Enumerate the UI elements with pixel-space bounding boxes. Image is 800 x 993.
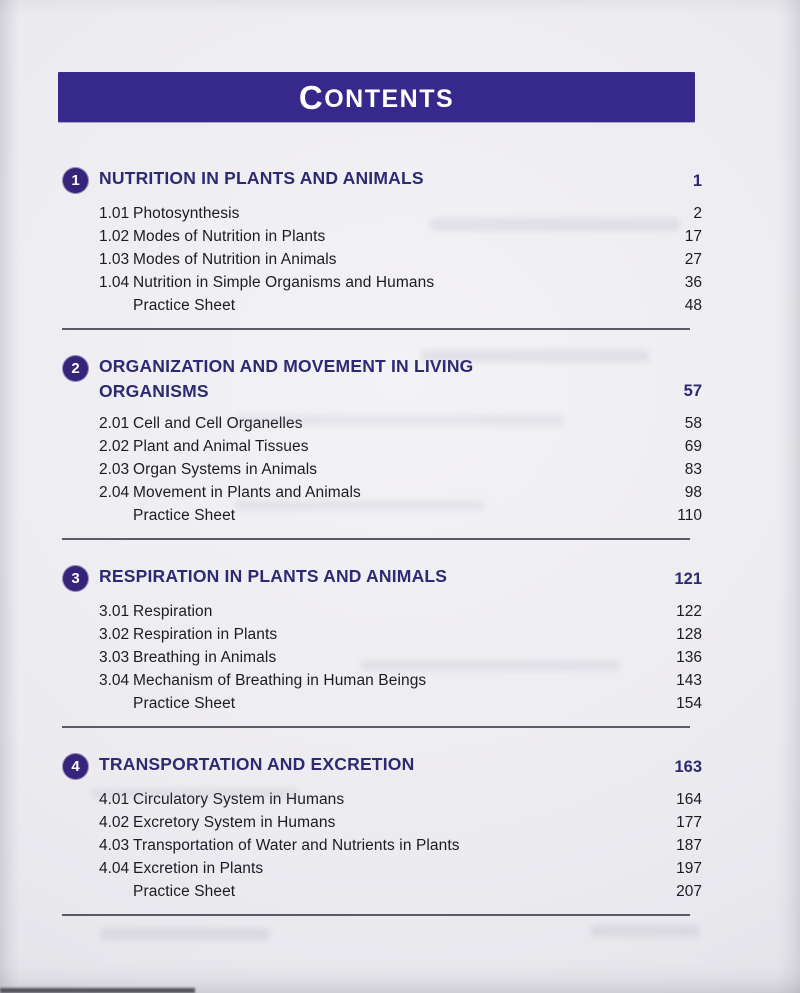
contents-title-rest: ONTENTS bbox=[324, 84, 455, 113]
item-number: 3.02 bbox=[99, 626, 130, 643]
section-title: NUTRITION IN PLANTS AND ANIMALS bbox=[99, 168, 424, 188]
section-title: RESPIRATION IN PLANTS AND ANIMALS bbox=[99, 566, 448, 586]
item-page-number: 58 bbox=[684, 415, 702, 432]
section-page-number: 121 bbox=[674, 570, 702, 588]
section-page-number: 163 bbox=[674, 758, 702, 776]
item-number: 4.03 bbox=[99, 837, 130, 854]
item-page-number: 177 bbox=[676, 814, 702, 831]
section-title: ORGANIZATION AND MOVEMENT IN LIVING ORGANISMS bbox=[99, 356, 474, 401]
item-title: Organ Systems in Animals bbox=[133, 461, 318, 478]
section-number: 2 bbox=[71, 360, 80, 377]
item-number: 1.03 bbox=[99, 251, 130, 268]
item-page-number: 48 bbox=[684, 297, 702, 314]
toc-item bbox=[99, 880, 702, 903]
toc-item bbox=[99, 834, 702, 857]
item-title: Practice Sheet bbox=[133, 507, 236, 524]
item-title: Practice Sheet bbox=[133, 695, 236, 712]
item-page-number: 27 bbox=[684, 251, 702, 268]
toc-item bbox=[99, 669, 702, 692]
item-title: Breathing in Animals bbox=[133, 649, 277, 666]
toc-item bbox=[99, 692, 702, 715]
item-number: 2.04 bbox=[99, 484, 130, 501]
item-page-number: 17 bbox=[684, 228, 702, 245]
item-page-number: 110 bbox=[677, 507, 702, 524]
toc-item bbox=[99, 788, 702, 811]
contents-title-initial: C bbox=[298, 78, 325, 116]
section-item-list bbox=[62, 600, 702, 715]
item-page-number: 36 bbox=[684, 274, 702, 291]
item-page-number: 122 bbox=[676, 603, 702, 620]
section-item-list bbox=[62, 788, 702, 903]
toc-item bbox=[99, 294, 702, 317]
item-number: 2.03 bbox=[99, 461, 130, 478]
item-number: 3.04 bbox=[99, 672, 130, 689]
item-number: 2.02 bbox=[99, 438, 130, 455]
toc-section bbox=[62, 564, 702, 728]
section-number-badge bbox=[62, 565, 89, 592]
item-title: Practice Sheet bbox=[133, 297, 236, 314]
section-number-badge bbox=[62, 167, 89, 194]
contents-banner bbox=[58, 72, 695, 122]
item-number: 4.04 bbox=[99, 860, 130, 877]
section-header bbox=[62, 564, 702, 592]
section-divider bbox=[62, 538, 690, 540]
item-number: 1.01 bbox=[99, 205, 130, 222]
item-number: 2.01 bbox=[99, 415, 130, 432]
item-title: Modes of Nutrition in Plants bbox=[133, 228, 326, 245]
toc-item bbox=[99, 811, 702, 834]
item-title: Transportation of Water and Nutrients in Plants bbox=[133, 837, 460, 854]
section-number-badge bbox=[62, 753, 89, 780]
item-title: Movement in Plants and Animals bbox=[133, 484, 361, 501]
item-title: Excretory System in Humans bbox=[133, 814, 336, 831]
toc-item bbox=[99, 646, 702, 669]
toc-section bbox=[62, 752, 702, 916]
section-item-list bbox=[62, 412, 702, 527]
item-number bbox=[99, 880, 133, 903]
toc-item bbox=[99, 600, 702, 623]
toc-item bbox=[99, 412, 702, 435]
item-page-number: 69 bbox=[684, 438, 702, 455]
section-divider bbox=[62, 914, 690, 916]
item-number: 1.02 bbox=[99, 228, 130, 245]
item-title: Respiration bbox=[133, 603, 213, 620]
item-page-number: 154 bbox=[676, 695, 702, 712]
bleedthrough-ghost bbox=[100, 928, 270, 940]
item-number: 4.01 bbox=[99, 791, 130, 808]
section-divider bbox=[62, 726, 690, 728]
toc-section bbox=[62, 166, 702, 330]
toc-item bbox=[99, 623, 702, 646]
item-number: 3.03 bbox=[99, 649, 130, 666]
section-header bbox=[62, 166, 702, 194]
item-page-number: 2 bbox=[693, 205, 702, 222]
section-item-list bbox=[62, 202, 702, 317]
section-title: TRANSPORTATION AND EXCRETION bbox=[99, 754, 415, 774]
bleedthrough-ghost bbox=[590, 925, 700, 937]
section-page-number: 57 bbox=[683, 382, 702, 400]
item-page-number: 143 bbox=[676, 672, 702, 689]
section-number: 1 bbox=[71, 172, 80, 189]
item-title: Photosynthesis bbox=[133, 205, 240, 222]
item-page-number: 207 bbox=[676, 883, 702, 900]
item-number bbox=[99, 294, 133, 317]
item-title: Circulatory System in Humans bbox=[133, 791, 345, 808]
item-number bbox=[99, 692, 133, 715]
item-page-number: 187 bbox=[676, 837, 702, 854]
section-number: 3 bbox=[71, 570, 80, 587]
toc-item bbox=[99, 458, 702, 481]
item-number bbox=[99, 504, 133, 527]
toc-item bbox=[99, 435, 702, 458]
item-number: 3.01 bbox=[99, 603, 130, 620]
section-divider bbox=[62, 328, 690, 330]
section-header bbox=[62, 752, 702, 780]
item-page-number: 164 bbox=[676, 791, 702, 808]
item-number: 4.02 bbox=[99, 814, 130, 831]
item-title: Excretion in Plants bbox=[133, 860, 264, 877]
item-title: Cell and Cell Organelles bbox=[133, 415, 303, 432]
toc-item bbox=[99, 857, 702, 880]
toc-sections bbox=[62, 166, 702, 916]
toc-item bbox=[99, 202, 702, 225]
section-page-number: 1 bbox=[692, 172, 702, 190]
section-number-badge bbox=[62, 355, 89, 382]
item-title: Plant and Animal Tissues bbox=[133, 438, 309, 455]
item-title: Modes of Nutrition in Animals bbox=[133, 251, 337, 268]
item-page-number: 136 bbox=[676, 649, 702, 666]
toc-item bbox=[99, 271, 702, 294]
item-page-number: 197 bbox=[676, 860, 702, 877]
item-title: Respiration in Plants bbox=[133, 626, 278, 643]
item-title: Nutrition in Simple Organisms and Humans bbox=[133, 274, 435, 291]
toc-item bbox=[99, 481, 702, 504]
toc-item bbox=[99, 248, 702, 271]
section-header bbox=[62, 354, 702, 404]
section-number: 4 bbox=[71, 758, 80, 775]
item-title: Mechanism of Breathing in Human Beings bbox=[133, 672, 427, 689]
item-page-number: 83 bbox=[684, 461, 702, 478]
item-page-number: 98 bbox=[684, 484, 702, 501]
toc-item bbox=[99, 504, 702, 527]
toc-item bbox=[99, 225, 702, 248]
toc-section bbox=[62, 354, 702, 540]
item-title: Practice Sheet bbox=[133, 883, 236, 900]
item-page-number: 128 bbox=[676, 626, 702, 643]
item-number: 1.04 bbox=[99, 274, 130, 291]
table-surface-edge bbox=[0, 988, 195, 993]
